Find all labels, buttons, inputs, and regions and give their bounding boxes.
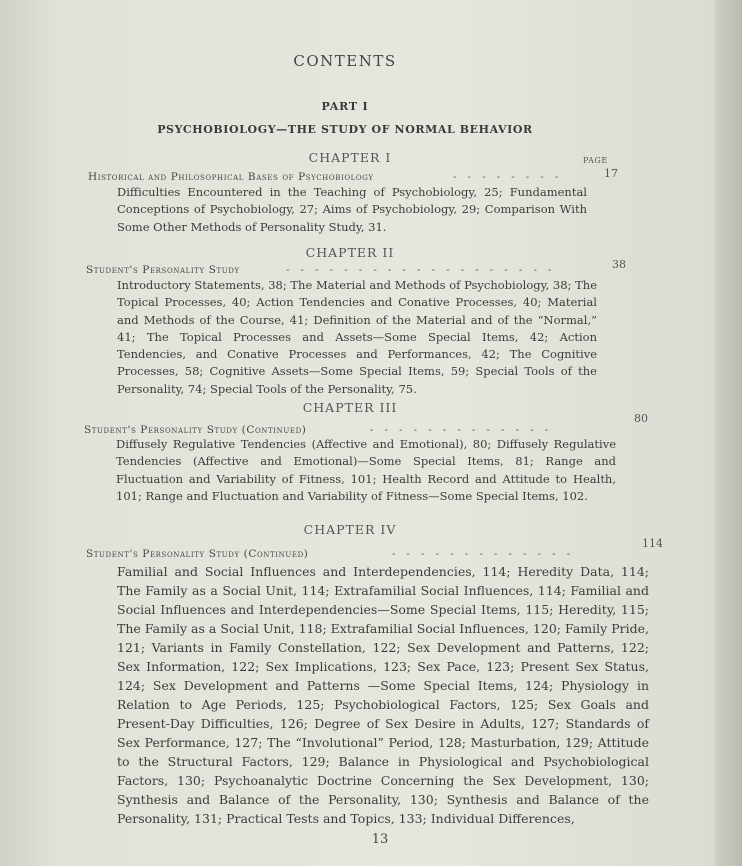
chapter-1-page: 17 [604, 167, 618, 180]
page-number: 13 [371, 832, 389, 847]
chapter-1-leader: - - - - - - - - [453, 172, 563, 183]
chapter-3-leader: - - - - - - - - - - - - - [370, 425, 553, 436]
chapter-2-page: 38 [612, 258, 626, 271]
chapter-2-leader: - - - - - - - - - - - - - - - - - - - [286, 265, 556, 276]
page-edge [715, 0, 742, 866]
chapter-4-heading: CHAPTER IV [303, 522, 397, 537]
chapter-3-entries: Diffusely Regulative Tendencies (Affective and Emotional), 80; Diffusely Regulative Tendencies (Affective and Emotional)—Some Special Items, 81; Range and Fluctuation and Variability of Fitness, 101; Health Record and Attitude to Health, 101; Range and Fluctuation and Variability of Fitness—Some Special Items, 102. [116, 437, 616, 503]
page-column-label: PAGE [583, 156, 608, 165]
contents-title: CONTENTS [293, 52, 397, 70]
chapter-2-heading: CHAPTER II [305, 245, 395, 260]
chapter-4-title: Student's Personality Study (Continued) [86, 548, 309, 560]
part-label: PART I [321, 100, 369, 113]
chapter-4-page: 114 [642, 537, 663, 550]
chapter-1-entries: Difficulties Encountered in the Teaching of Psychobiology, 25; Fundamental Conceptions of Psychobiology, 27; Aims of Psychobiology, 29; Comparison With Some Other Methods of Personality Study, 31. [117, 185, 587, 234]
chapter-3-page: 80 [634, 412, 648, 425]
chapter-4-leader: - - - - - - - - - - - - - [392, 549, 575, 560]
chapter-1-title: Historical and Philosophical Bases of Psychobiology [88, 171, 374, 183]
chapter-2-entries: Introductory Statements, 38; The Material and Methods of Psychobiology, 38; The Topical Processes, 40; Action Tendencies and Conative Processes, 40; Material and Methods of the Course, 41; Definition of the Material and of the “Normal,” 41; The Topical Processes and Assets—Some Special Items, 42; Action Tendencies, and Conative Processes and Performances, 42; The Cognitive Processes, 58; Cognitive Assets—Some Special Items, 59; Special Tools of the Personality, 74; Special Tools of the Personality, 75. [117, 278, 597, 396]
chapter-4-entries: Familial and Social Influences and Interdependencies, 114; Heredity Data, 114; The Family as a Social Unit, 114; Extrafamilial Social Influences, 114; Familial and Social Influences and Interdependencies—Some Special Items, 115; Heredity, 115; The Family as a Social Unit, 118; Extrafamilial Social Influences, 120; Family Pride, 121; Variants in Family Constellation, 122; Sex Development and Patterns, 122; Sex Information, 122; Sex Implications, 123; Sex Pace, 123; Present Sex Status, 124; Sex Development and Patterns —Some Special Items, 124; Physiology in Relation to Age Periods, 125; Psychobiological Factors, 125; Sex Goals and Present-Day Difficulties, 126; Degree of Sex Desire in Adults, 127; Standards of Sex Performance, 127; The “Involutional” Period, 128; Masturbation, 129; Attitude to the Structural Factors, 129; Balance in Physiological and Psychobiological Factors, 130; Psychoanalytic Doctrine Concerning the Sex Development, 130; Synthesis and Balance of the Personality, 130; Synthesis and Balance of the Personality, 131; Practical Tests and Topics, 133; Individual Differences, [117, 564, 649, 826]
chapter-2-title: Student's Personality Study [86, 264, 240, 276]
chapter-1-heading: CHAPTER I [308, 150, 392, 165]
part-title: PSYCHOBIOLOGY—THE STUDY OF NORMAL BEHAVIOR [157, 123, 533, 136]
chapter-3-heading: CHAPTER III [302, 400, 398, 415]
chapter-3-title: Student's Personality Study (Continued) [84, 424, 307, 436]
